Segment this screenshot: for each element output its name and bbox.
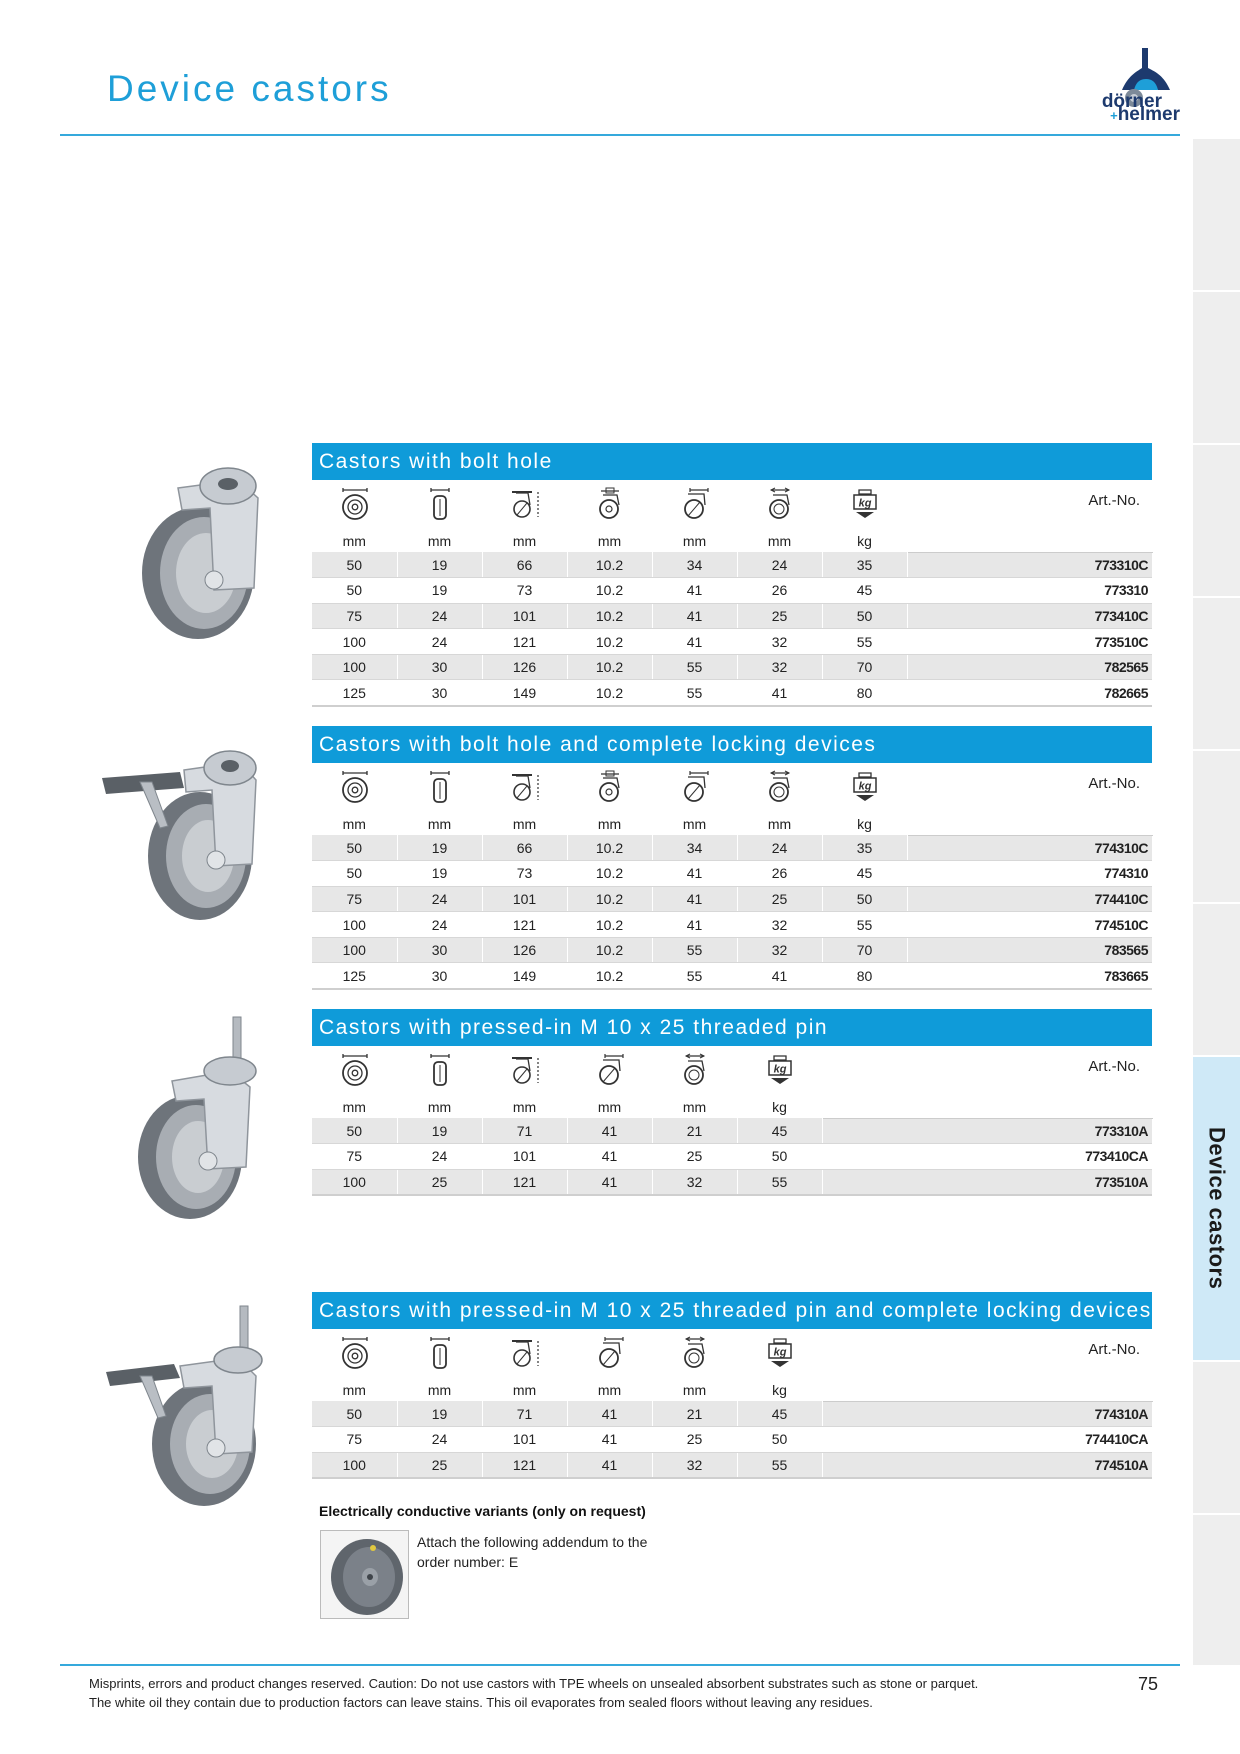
overall-height-icon xyxy=(482,486,567,522)
table-row xyxy=(312,1118,1152,1144)
table-cell: 75 xyxy=(312,1427,397,1453)
icon-row xyxy=(312,480,1152,530)
page-title: Device castors xyxy=(107,68,392,109)
swivel-offset-icon xyxy=(652,1052,737,1088)
table-cell: 75 xyxy=(312,603,397,629)
load-capacity-icon xyxy=(822,769,907,805)
table-cell: 30 xyxy=(397,680,482,706)
footer-line: The white oil they contain due to production factors can leave stains. This oil evaporates from sealed floors without leaving any residues. xyxy=(89,1695,873,1710)
article-number: 774310C xyxy=(907,835,1152,861)
unit-cell: mm xyxy=(652,813,737,835)
art-no-header: Art.-No. xyxy=(1088,775,1140,792)
plate-offset-icon xyxy=(652,769,737,805)
table-cell: 70 xyxy=(822,937,907,963)
table-cell: 101 xyxy=(482,603,567,629)
article-number: 773310A xyxy=(822,1118,1152,1144)
logo-text-helmer: helmer xyxy=(1117,104,1180,125)
table-cell: 19 xyxy=(397,552,482,578)
article-number: 773410C xyxy=(907,603,1152,629)
swivel-offset-icon xyxy=(652,1335,737,1371)
table-cell: 19 xyxy=(397,578,482,604)
unit-cell: mm xyxy=(737,530,822,552)
table-cell: 30 xyxy=(397,963,482,989)
table-cell: 41 xyxy=(652,603,737,629)
table-cell: 32 xyxy=(737,937,822,963)
unit-cell: kg xyxy=(822,813,907,835)
table-cell: 25 xyxy=(737,886,822,912)
article-number: 774510C xyxy=(907,912,1152,938)
table-cell: 50 xyxy=(312,861,397,887)
unit-cell: mm xyxy=(737,813,822,835)
table-cell: 32 xyxy=(652,1452,737,1478)
table-cell: 26 xyxy=(737,578,822,604)
unit-cell: mm xyxy=(397,1379,482,1401)
unit-cell: mm xyxy=(567,530,652,552)
plate-offset-icon xyxy=(567,1052,652,1088)
section-threaded-pin xyxy=(312,1009,1152,1196)
table-cell: 10.2 xyxy=(567,861,652,887)
footer-disclaimer xyxy=(89,1674,1049,1712)
unit-cell: mm xyxy=(567,813,652,835)
logo-text-line1: dörner xyxy=(1101,91,1162,112)
table-cell: 50 xyxy=(312,552,397,578)
table-cell: 10.2 xyxy=(567,963,652,989)
castor-bolt-hole-image xyxy=(118,458,288,648)
units-row xyxy=(312,1379,1152,1401)
bolt-hole-icon xyxy=(567,486,652,522)
table-cell: 24 xyxy=(397,603,482,629)
table-cell: 50 xyxy=(822,603,907,629)
table-cell: 100 xyxy=(312,654,397,680)
table-cell: 24 xyxy=(397,629,482,655)
table-row xyxy=(312,1144,1152,1170)
unit-cell: kg xyxy=(737,1096,822,1118)
unit-cell: kg xyxy=(822,530,907,552)
art-no-header: Art.-No. xyxy=(1088,1058,1140,1075)
article-number: 783665 xyxy=(907,963,1152,989)
tread-width-icon xyxy=(397,1335,482,1371)
table-cell: 25 xyxy=(397,1452,482,1478)
table-cell: 19 xyxy=(397,1401,482,1427)
table-cell: 55 xyxy=(822,912,907,938)
table-cell: 34 xyxy=(652,552,737,578)
table-cell: 50 xyxy=(312,1118,397,1144)
art-no-header: Art.-No. xyxy=(1088,1341,1140,1358)
table-cell: 25 xyxy=(737,603,822,629)
section-header: Castors with pressed-in M 10 x 25 threaded pin xyxy=(312,1009,1152,1046)
table-cell: 21 xyxy=(652,1118,737,1144)
table-cell: 10.2 xyxy=(567,578,652,604)
load-capacity-icon xyxy=(737,1335,822,1371)
plate-offset-icon xyxy=(567,1335,652,1371)
table-cell: 41 xyxy=(567,1169,652,1195)
units-row xyxy=(312,1096,1152,1118)
table-cell: 10.2 xyxy=(567,654,652,680)
table-cell: 32 xyxy=(737,629,822,655)
footer-line: Misprints, errors and product changes reserved. Caution: Do not use castors with TPE wheels on unsealed absorbent substrates such as stone or parquet. xyxy=(89,1676,979,1691)
table-cell: 101 xyxy=(482,1144,567,1170)
unit-cell-empty xyxy=(822,1379,1152,1401)
table-cell: 32 xyxy=(652,1169,737,1195)
section-header: Castors with bolt hole and complete locking devices xyxy=(312,726,1152,763)
side-tab[interactable] xyxy=(1193,1360,1240,1513)
article-number: 782565 xyxy=(907,654,1152,680)
overall-height-icon xyxy=(482,1335,567,1371)
table-row xyxy=(312,963,1152,989)
table-cell: 10.2 xyxy=(567,680,652,706)
table-cell: 10.2 xyxy=(567,886,652,912)
unit-cell: mm xyxy=(482,1379,567,1401)
overall-height-icon xyxy=(482,1052,567,1088)
unit-cell: mm xyxy=(312,1379,397,1401)
table-cell: 35 xyxy=(822,552,907,578)
brand-logo xyxy=(1072,46,1180,125)
table-cell: 41 xyxy=(567,1452,652,1478)
unit-cell: mm xyxy=(312,1096,397,1118)
table-cell: 45 xyxy=(737,1401,822,1427)
table-cell: 70 xyxy=(822,654,907,680)
logo-text-line2 xyxy=(1110,105,1180,124)
castor-threaded-pin-image xyxy=(120,1015,280,1225)
art-no-header: Art.-No. xyxy=(1088,492,1140,509)
article-number: 774410C xyxy=(907,886,1152,912)
side-tab-device-castors[interactable] xyxy=(1193,1055,1240,1360)
table-cell: 10.2 xyxy=(567,912,652,938)
wheel-diameter-icon xyxy=(312,486,397,522)
section-threaded-pin-locking xyxy=(312,1292,1152,1479)
page-number: 75 xyxy=(1138,1674,1159,1694)
table-cell: 10.2 xyxy=(567,937,652,963)
table-cell: 73 xyxy=(482,861,567,887)
table-row xyxy=(312,1401,1152,1427)
table-cell: 100 xyxy=(312,629,397,655)
title-divider xyxy=(60,134,1180,136)
table-row xyxy=(312,654,1152,680)
unit-cell: mm xyxy=(652,1096,737,1118)
table-cell: 10.2 xyxy=(567,552,652,578)
table-cell: 55 xyxy=(652,963,737,989)
table-cell: 121 xyxy=(482,1169,567,1195)
unit-cell: mm xyxy=(652,530,737,552)
table-cell: 101 xyxy=(482,886,567,912)
castor-threaded-pin-locking-image xyxy=(104,1300,284,1510)
footer-divider xyxy=(60,1664,1180,1666)
spec-table xyxy=(312,1096,1153,1196)
units-row xyxy=(312,530,1152,552)
spec-table xyxy=(312,813,1153,990)
table-cell: 19 xyxy=(397,835,482,861)
side-tab[interactable] xyxy=(1193,596,1240,749)
tread-width-icon xyxy=(397,769,482,805)
unit-cell: mm xyxy=(482,1096,567,1118)
table-row xyxy=(312,835,1152,861)
table-row xyxy=(312,578,1152,604)
conductive-wheel-icon xyxy=(321,1531,408,1618)
table-cell: 34 xyxy=(652,835,737,861)
table-cell: 121 xyxy=(482,629,567,655)
table-cell: 101 xyxy=(482,1427,567,1453)
table-cell: 24 xyxy=(397,1144,482,1170)
section-bolt-hole xyxy=(312,443,1152,707)
table-cell: 41 xyxy=(652,886,737,912)
article-number: 782665 xyxy=(907,680,1152,706)
table-cell: 71 xyxy=(482,1118,567,1144)
table-cell: 50 xyxy=(312,578,397,604)
conductive-variants-heading: Electrically conductive variants (only on request) xyxy=(319,1503,646,1519)
units-row xyxy=(312,813,1152,835)
side-tab[interactable] xyxy=(1193,902,1240,1055)
icon-row xyxy=(312,763,1152,813)
plate-offset-icon xyxy=(652,486,737,522)
table-row xyxy=(312,937,1152,963)
table-cell: 41 xyxy=(652,578,737,604)
table-cell: 45 xyxy=(822,578,907,604)
table-cell: 30 xyxy=(397,937,482,963)
table-cell: 126 xyxy=(482,937,567,963)
swivel-offset-icon xyxy=(737,486,822,522)
side-tab[interactable] xyxy=(1193,137,1240,290)
conductive-variants-text: Attach the following addendum to the order number: E xyxy=(417,1534,648,1570)
table-cell: 73 xyxy=(482,578,567,604)
table-row xyxy=(312,680,1152,706)
table-cell: 41 xyxy=(567,1401,652,1427)
article-number: 773410CA xyxy=(822,1144,1152,1170)
side-tab[interactable] xyxy=(1193,290,1240,443)
table-cell: 66 xyxy=(482,552,567,578)
load-capacity-icon xyxy=(822,486,907,522)
table-row xyxy=(312,1452,1152,1478)
table-cell: 55 xyxy=(822,629,907,655)
overall-height-icon xyxy=(482,769,567,805)
table-cell: 121 xyxy=(482,1452,567,1478)
table-cell: 71 xyxy=(482,1401,567,1427)
table-cell: 24 xyxy=(737,552,822,578)
unit-cell: mm xyxy=(312,530,397,552)
unit-cell-empty xyxy=(907,530,1152,552)
section-header: Castors with pressed-in M 10 x 25 threaded pin and complete locking devices xyxy=(312,1292,1152,1329)
table-cell: 25 xyxy=(652,1144,737,1170)
table-cell: 50 xyxy=(737,1144,822,1170)
tread-width-icon xyxy=(397,1052,482,1088)
table-cell: 100 xyxy=(312,937,397,963)
table-cell: 45 xyxy=(737,1118,822,1144)
unit-cell: mm xyxy=(397,813,482,835)
table-row xyxy=(312,629,1152,655)
load-capacity-icon xyxy=(737,1052,822,1088)
tread-width-icon xyxy=(397,486,482,522)
unit-cell: mm xyxy=(397,1096,482,1118)
table-cell: 121 xyxy=(482,912,567,938)
table-cell: 55 xyxy=(652,937,737,963)
side-tab-label: Device castors xyxy=(1204,1127,1230,1290)
table-cell: 24 xyxy=(737,835,822,861)
conductive-wheel-image xyxy=(320,1530,409,1619)
logo-plus: + xyxy=(1110,108,1118,123)
table-cell: 125 xyxy=(312,680,397,706)
unit-cell: mm xyxy=(482,530,567,552)
table-cell: 126 xyxy=(482,654,567,680)
table-cell: 149 xyxy=(482,680,567,706)
unit-cell: mm xyxy=(312,813,397,835)
table-row xyxy=(312,552,1152,578)
side-tabs xyxy=(1193,137,1240,1665)
table-cell: 24 xyxy=(397,1427,482,1453)
table-cell: 41 xyxy=(652,861,737,887)
side-tab[interactable] xyxy=(1193,749,1240,902)
table-cell: 41 xyxy=(737,963,822,989)
table-cell: 21 xyxy=(652,1401,737,1427)
table-cell: 19 xyxy=(397,861,482,887)
table-cell: 32 xyxy=(737,654,822,680)
bolt-hole-icon xyxy=(567,769,652,805)
table-cell: 55 xyxy=(652,654,737,680)
table-cell: 55 xyxy=(737,1452,822,1478)
article-number: 773510C xyxy=(907,629,1152,655)
table-cell: 50 xyxy=(312,1401,397,1427)
table-cell: 10.2 xyxy=(567,835,652,861)
swivel-offset-icon xyxy=(737,769,822,805)
table-cell: 41 xyxy=(567,1427,652,1453)
table-cell: 50 xyxy=(822,886,907,912)
table-cell: 66 xyxy=(482,835,567,861)
table-row xyxy=(312,1169,1152,1195)
table-cell: 41 xyxy=(652,912,737,938)
article-number: 773310 xyxy=(907,578,1152,604)
table-cell: 80 xyxy=(822,680,907,706)
castor-bolt-hole-locking-image xyxy=(100,738,280,928)
spec-table xyxy=(312,1379,1153,1479)
table-cell: 24 xyxy=(397,912,482,938)
table-row xyxy=(312,603,1152,629)
table-cell: 41 xyxy=(567,1118,652,1144)
table-row xyxy=(312,1427,1152,1453)
side-tab[interactable] xyxy=(1193,443,1240,596)
table-cell: 45 xyxy=(822,861,907,887)
table-cell: 50 xyxy=(737,1427,822,1453)
table-cell: 55 xyxy=(652,680,737,706)
table-row xyxy=(312,861,1152,887)
icon-row xyxy=(312,1046,1152,1096)
table-cell: 26 xyxy=(737,861,822,887)
article-number: 773510A xyxy=(822,1169,1152,1195)
table-cell: 10.2 xyxy=(567,603,652,629)
article-number: 773310C xyxy=(907,552,1152,578)
article-number: 774510A xyxy=(822,1452,1152,1478)
table-cell: 125 xyxy=(312,963,397,989)
article-number: 774310 xyxy=(907,861,1152,887)
article-number: 783565 xyxy=(907,937,1152,963)
table-cell: 100 xyxy=(312,1452,397,1478)
table-cell: 41 xyxy=(652,629,737,655)
wheel-diameter-icon xyxy=(312,1335,397,1371)
section-bolt-hole-locking xyxy=(312,726,1152,990)
table-cell: 50 xyxy=(312,835,397,861)
article-number: 774410CA xyxy=(822,1427,1152,1453)
section-header: Castors with bolt hole xyxy=(312,443,1152,480)
table-cell: 80 xyxy=(822,963,907,989)
table-cell: 41 xyxy=(567,1144,652,1170)
table-cell: 24 xyxy=(397,886,482,912)
table-cell: 100 xyxy=(312,1169,397,1195)
table-cell: 149 xyxy=(482,963,567,989)
wheel-diameter-icon xyxy=(312,769,397,805)
icon-row xyxy=(312,1329,1152,1379)
unit-cell: kg xyxy=(737,1379,822,1401)
table-cell: 75 xyxy=(312,1144,397,1170)
table-cell: 30 xyxy=(397,654,482,680)
unit-cell: mm xyxy=(567,1096,652,1118)
table-cell: 100 xyxy=(312,912,397,938)
unit-cell-empty xyxy=(822,1096,1152,1118)
table-cell: 55 xyxy=(737,1169,822,1195)
spec-table xyxy=(312,530,1153,707)
table-cell: 35 xyxy=(822,835,907,861)
wheel-diameter-icon xyxy=(312,1052,397,1088)
unit-cell: mm xyxy=(652,1379,737,1401)
article-number: 774310A xyxy=(822,1401,1152,1427)
table-cell: 41 xyxy=(737,680,822,706)
unit-cell: mm xyxy=(567,1379,652,1401)
table-cell: 75 xyxy=(312,886,397,912)
unit-cell: mm xyxy=(397,530,482,552)
table-cell: 25 xyxy=(397,1169,482,1195)
unit-cell: mm xyxy=(482,813,567,835)
table-row xyxy=(312,886,1152,912)
unit-cell-empty xyxy=(907,813,1152,835)
table-cell: 19 xyxy=(397,1118,482,1144)
table-cell: 10.2 xyxy=(567,629,652,655)
table-row xyxy=(312,912,1152,938)
side-tab[interactable] xyxy=(1193,1513,1240,1665)
table-cell: 25 xyxy=(652,1427,737,1453)
table-cell: 32 xyxy=(737,912,822,938)
